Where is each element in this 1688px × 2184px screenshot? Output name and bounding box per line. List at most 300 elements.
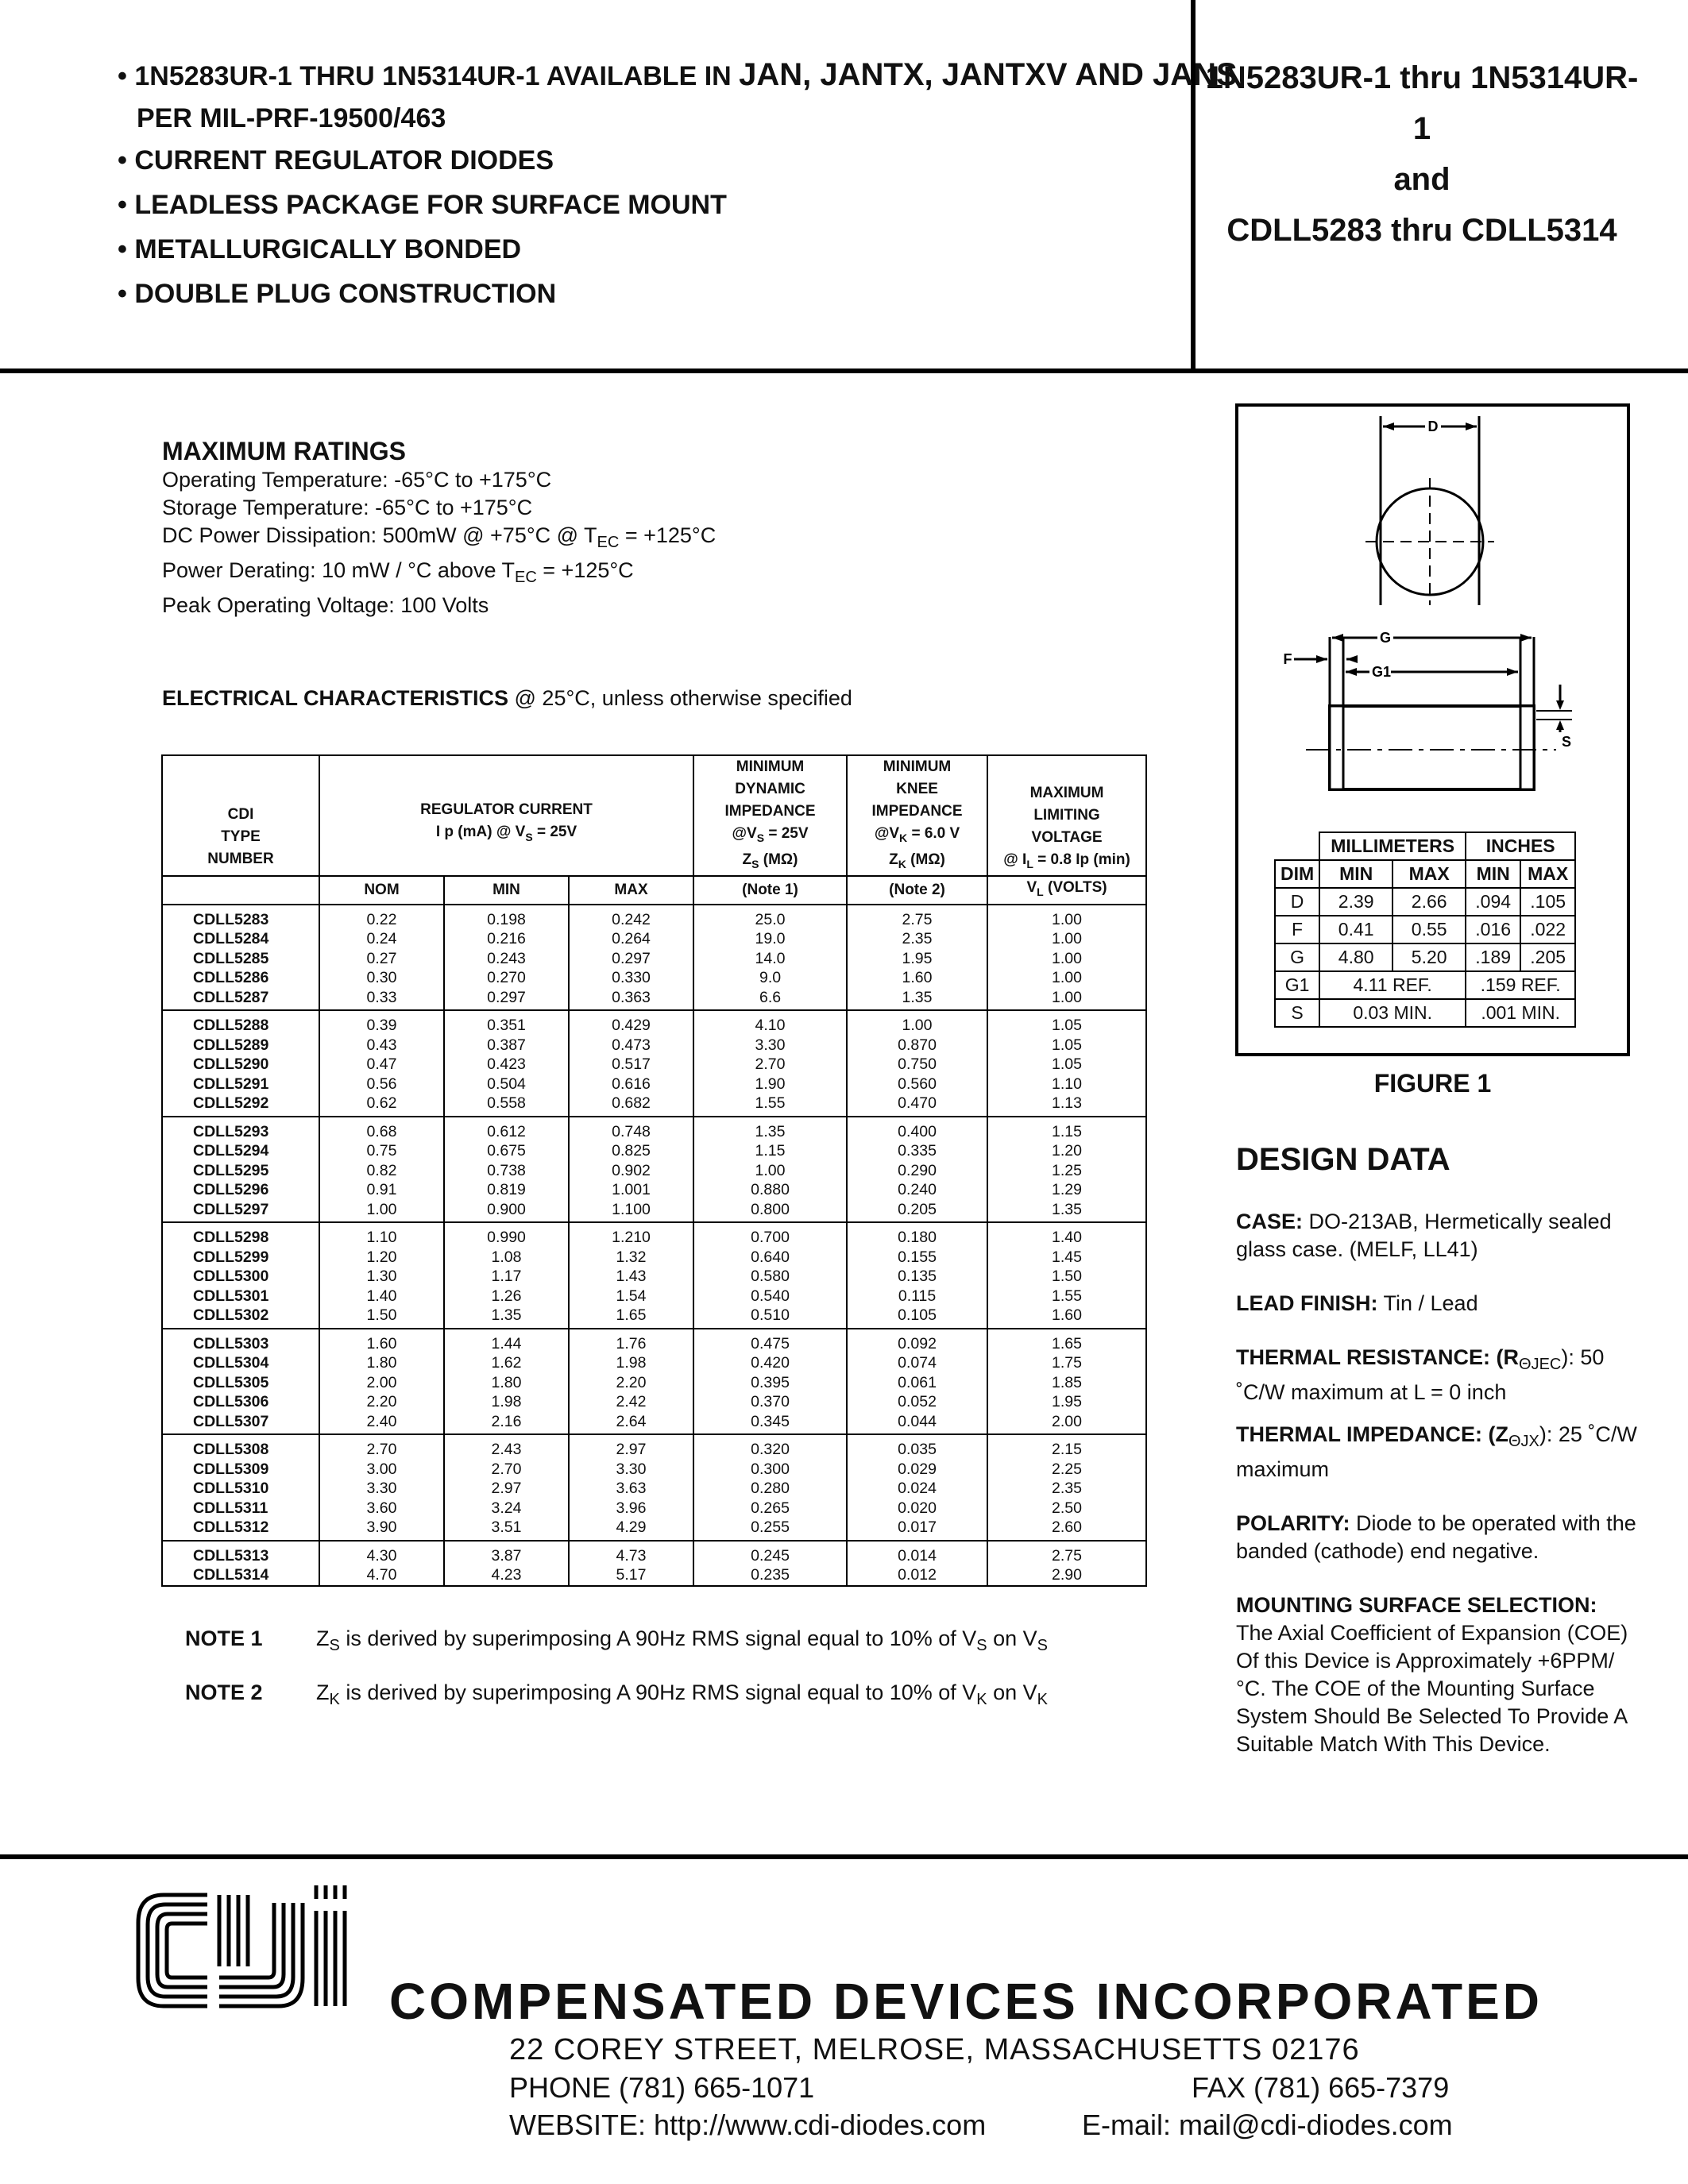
value-cell: 0.423: [444, 1055, 569, 1075]
value-cell: 0.014: [847, 1541, 987, 1566]
value-cell: 0.017: [847, 1518, 987, 1541]
value-cell: 1.05: [987, 1010, 1146, 1036]
label-g1: G1: [1371, 664, 1392, 680]
value-cell: 0.91: [319, 1180, 444, 1200]
value-cell: 0.22: [319, 905, 444, 930]
value-cell: 1.35: [444, 1306, 569, 1329]
table-row: [162, 1248, 1146, 1268]
value-cell: 1.05: [987, 1036, 1146, 1055]
col-max-header: MAX: [569, 876, 693, 905]
table-row: [162, 1373, 1146, 1393]
value-cell: 2.00: [319, 1373, 444, 1393]
dim-value-cell: .205: [1520, 943, 1575, 971]
dim-value-cell: 0.03 MIN.: [1319, 999, 1466, 1027]
value-cell: 0.351: [444, 1010, 569, 1036]
value-cell: 1.98: [444, 1392, 569, 1412]
value-cell: 0.540: [693, 1287, 847, 1306]
feature-item: • METALLURGICALLY BONDED: [118, 234, 522, 264]
table-row: [162, 1499, 1146, 1518]
type-number-cell: CDLL5289: [162, 1036, 319, 1055]
value-cell: 3.96: [569, 1499, 693, 1518]
design-mounting: MOUNTING SURFACE SELECTION: The Axial Coefficient of Expansion (COE) Of this Device is Approximately +6PPM/°C. The COE of the Mounting Surface System Should Be Selected To Provide A Suitable Match With This Device.: [1236, 1593, 1628, 1756]
value-cell: 2.75: [847, 905, 987, 930]
storage-temperature: Storage Temperature: -65°C to +175°C: [162, 496, 533, 519]
diode-body: [1330, 706, 1534, 789]
table-row: [162, 1180, 1146, 1200]
value-cell: 0.020: [847, 1499, 987, 1518]
value-cell: 1.100: [569, 1200, 693, 1223]
value-cell: 2.50: [987, 1499, 1146, 1518]
type-number-cell: CDLL5293: [162, 1117, 319, 1142]
value-cell: 1.55: [693, 1094, 847, 1117]
value-cell: 0.155: [847, 1248, 987, 1268]
type-number-cell: CDLL5304: [162, 1353, 319, 1373]
value-cell: 1.50: [319, 1306, 444, 1329]
value-cell: 2.70: [319, 1434, 444, 1460]
value-cell: 1.80: [444, 1373, 569, 1393]
type-number-cell: CDLL5284: [162, 929, 319, 949]
table-row: [162, 1479, 1146, 1499]
col-nom-header: NOM: [319, 876, 444, 905]
maximum-ratings-heading: MAXIMUM RATINGS: [162, 437, 406, 465]
value-cell: 0.675: [444, 1141, 569, 1161]
value-cell: 0.473: [569, 1036, 693, 1055]
in-min-header: MIN: [1466, 860, 1520, 888]
value-cell: 0.216: [444, 929, 569, 949]
value-cell: 1.60: [987, 1306, 1146, 1329]
cdi-logo: [132, 1879, 370, 2018]
table-row: [162, 1094, 1146, 1117]
value-cell: 1.90: [693, 1075, 847, 1094]
table-row: [162, 968, 1146, 988]
value-cell: 1.54: [569, 1287, 693, 1306]
value-cell: 0.135: [847, 1267, 987, 1287]
value-cell: 1.26: [444, 1287, 569, 1306]
label-s: S: [1561, 734, 1572, 750]
company-email[interactable]: E-mail: mail@cdi-diodes.com: [1082, 2109, 1453, 2141]
maximum-ratings: [162, 437, 1036, 619]
value-cell: 0.240: [847, 1180, 987, 1200]
type-number-cell: CDLL5305: [162, 1373, 319, 1393]
value-cell: 0.290: [847, 1161, 987, 1181]
value-cell: 1.76: [569, 1329, 693, 1354]
dim-value-cell: 0.41: [1319, 916, 1393, 943]
value-cell: 0.475: [693, 1329, 847, 1354]
table-row: [162, 1200, 1146, 1223]
table-row: [162, 1222, 1146, 1248]
value-cell: 1.05: [987, 1055, 1146, 1075]
value-cell: 0.750: [847, 1055, 987, 1075]
end-cap-right: [1520, 706, 1534, 789]
value-cell: 1.00: [693, 1161, 847, 1181]
feature-item: PER MIL-PRF-19500/463: [137, 103, 446, 133]
value-cell: 1.75: [987, 1353, 1146, 1373]
dims-row: [1275, 999, 1575, 1027]
company-name: COMPENSATED DEVICES INCORPORATED: [389, 1973, 1543, 2030]
value-cell: 3.24: [444, 1499, 569, 1518]
dim-value-cell: 4.11 REF.: [1319, 971, 1466, 999]
operating-temperature: Operating Temperature: -65°C to +175°C: [162, 468, 552, 492]
feature-item: • 1N5283UR-1 THRU 1N5314UR-1 AVAILABLE IN JAN, JANTX, JANTXV AND JANS: [118, 57, 1238, 92]
note-1: NOTE 1 $Z_S$ is derived by superimposing A 90Hz RMS signal equal to 10% of $V_S$ on $V_S$: [185, 1626, 1049, 1654]
dim-name-cell: G1: [1275, 971, 1319, 999]
value-cell: 1.40: [319, 1287, 444, 1306]
type-number-cell: CDLL5314: [162, 1565, 319, 1586]
value-cell: 0.363: [569, 988, 693, 1011]
col-type-header: CDI TYPE NUMBER: [162, 755, 319, 876]
value-cell: 2.43: [444, 1434, 569, 1460]
feature-item: • DOUBLE PLUG CONSTRUCTION: [118, 279, 557, 309]
type-number-cell: CDLL5291: [162, 1075, 319, 1094]
dim-value-cell: .022: [1520, 916, 1575, 943]
type-number-cell: CDLL5313: [162, 1541, 319, 1566]
dim-value-cell: 2.39: [1319, 888, 1393, 916]
value-cell: 0.235: [693, 1565, 847, 1586]
value-cell: 3.60: [319, 1499, 444, 1518]
value-cell: 0.900: [444, 1200, 569, 1223]
value-cell: 1.08: [444, 1248, 569, 1268]
col-type-sub: [162, 876, 319, 905]
value-cell: 0.243: [444, 949, 569, 969]
type-number-cell: CDLL5296: [162, 1180, 319, 1200]
type-number-cell: CDLL5283: [162, 905, 319, 930]
value-cell: 0.105: [847, 1306, 987, 1329]
value-cell: 0.75: [319, 1141, 444, 1161]
value-cell: 0.205: [847, 1200, 987, 1223]
value-cell: 0.616: [569, 1075, 693, 1094]
value-cell: 1.35: [987, 1200, 1146, 1223]
value-cell: 0.255: [693, 1518, 847, 1541]
value-cell: 1.85: [987, 1373, 1146, 1393]
type-number-cell: CDLL5294: [162, 1141, 319, 1161]
dim-name-cell: D: [1275, 888, 1319, 916]
label-f: F: [1283, 651, 1292, 667]
note-2: NOTE 2 $Z_K$ is derived by superimposing A 90Hz RMS signal equal to 10% of $V_K$ on $V_K$: [185, 1680, 1049, 1708]
value-cell: 0.39: [319, 1010, 444, 1036]
value-cell: 0.024: [847, 1479, 987, 1499]
value-cell: 2.35: [987, 1479, 1146, 1499]
value-cell: 0.297: [444, 988, 569, 1011]
table-row: [162, 1412, 1146, 1435]
design-lead-finish: LEAD FINISH: Tin / Lead: [1236, 1291, 1478, 1315]
design-case: CASE: DO-213AB, Hermetically sealed glass case. (MELF, LL41): [1236, 1210, 1612, 1261]
value-cell: 4.30: [319, 1541, 444, 1566]
value-cell: 2.70: [693, 1055, 847, 1075]
value-cell: 0.180: [847, 1222, 987, 1248]
value-cell: 1.00: [847, 1010, 987, 1036]
value-cell: 1.32: [569, 1248, 693, 1268]
value-cell: 1.15: [693, 1141, 847, 1161]
value-cell: 1.50: [987, 1267, 1146, 1287]
value-cell: 1.00: [987, 988, 1146, 1011]
dim-value-cell: .159 REF.: [1466, 971, 1575, 999]
in-max-header: MAX: [1520, 860, 1575, 888]
value-cell: 2.40: [319, 1412, 444, 1435]
type-number-cell: CDLL5285: [162, 949, 319, 969]
col-note2-header: (Note 2): [847, 876, 987, 905]
label-g: G: [1379, 630, 1392, 646]
dims-row: [1275, 916, 1575, 943]
table-row: [162, 1434, 1146, 1460]
value-cell: 1.210: [569, 1222, 693, 1248]
value-cell: 0.612: [444, 1117, 569, 1142]
value-cell: 1.95: [847, 949, 987, 969]
value-cell: 0.044: [847, 1412, 987, 1435]
value-cell: 2.35: [847, 929, 987, 949]
value-cell: 0.819: [444, 1180, 569, 1200]
type-number-cell: CDLL5311: [162, 1499, 319, 1518]
type-number-cell: CDLL5307: [162, 1412, 319, 1435]
feature-item: • CURRENT REGULATOR DIODES: [118, 145, 554, 176]
type-number-cell: CDLL5306: [162, 1392, 319, 1412]
table-row: [162, 1075, 1146, 1094]
type-number-cell: CDLL5299: [162, 1248, 319, 1268]
type-number-cell: CDLL5297: [162, 1200, 319, 1223]
inches-header: INCHES: [1466, 832, 1575, 860]
part-title: 1N5283UR-1 thru 1N5314UR-1 and CDLL5283 thru CDLL5314: [1205, 60, 1639, 248]
value-cell: 0.320: [693, 1434, 847, 1460]
table-row: [162, 1161, 1146, 1181]
value-cell: 0.245: [693, 1541, 847, 1566]
type-number-cell: CDLL5287: [162, 988, 319, 1011]
value-cell: 1.35: [847, 988, 987, 1011]
value-cell: 2.64: [569, 1412, 693, 1435]
design-thermal-resistance: THERMAL RESISTANCE: $(R_{\Theta JEC})$: 50 ˚C/W maximum at L = 0 inch: [1236, 1345, 1605, 1404]
value-cell: 0.387: [444, 1036, 569, 1055]
value-cell: 2.90: [987, 1565, 1146, 1586]
value-cell: 3.87: [444, 1541, 569, 1566]
value-cell: 3.00: [319, 1460, 444, 1480]
value-cell: 2.25: [987, 1460, 1146, 1480]
dim-value-cell: .094: [1466, 888, 1520, 916]
value-cell: 1.62: [444, 1353, 569, 1373]
design-data: [1236, 1142, 1641, 1758]
value-cell: 2.20: [569, 1373, 693, 1393]
table-row: [162, 988, 1146, 1011]
value-cell: 0.012: [847, 1565, 987, 1586]
value-cell: 0.198: [444, 905, 569, 930]
value-cell: 0.345: [693, 1412, 847, 1435]
value-cell: 1.13: [987, 1094, 1146, 1117]
value-cell: 0.47: [319, 1055, 444, 1075]
table-row: [162, 1565, 1146, 1586]
value-cell: 0.56: [319, 1075, 444, 1094]
value-cell: 1.00: [987, 929, 1146, 949]
dims-row: [1275, 888, 1575, 916]
col-vl-header: $V_L$ (VOLTS): [987, 876, 1146, 905]
value-cell: 0.43: [319, 1036, 444, 1055]
value-cell: 2.75: [987, 1541, 1146, 1566]
value-cell: 0.242: [569, 905, 693, 930]
mm-min-header: MIN: [1319, 860, 1393, 888]
table-row: [162, 1541, 1146, 1566]
dim-value-cell: .016: [1466, 916, 1520, 943]
value-cell: 0.62: [319, 1094, 444, 1117]
dim-header: DIM: [1275, 860, 1319, 888]
type-number-cell: CDLL5292: [162, 1094, 319, 1117]
value-cell: 6.6: [693, 988, 847, 1011]
design-thermal-impedance: THERMAL IMPEDANCE: $(Z_{\Theta JX})$: 25 ˚C/W maximum: [1236, 1422, 1637, 1481]
value-cell: 1.43: [569, 1267, 693, 1287]
col-min-header: MIN: [444, 876, 569, 905]
value-cell: 3.30: [569, 1460, 693, 1480]
dim-value-cell: .105: [1520, 888, 1575, 916]
value-cell: 1.10: [987, 1075, 1146, 1094]
value-cell: 0.370: [693, 1392, 847, 1412]
value-cell: 1.35: [693, 1117, 847, 1142]
value-cell: 3.30: [319, 1479, 444, 1499]
value-cell: 0.264: [569, 929, 693, 949]
value-cell: 0.270: [444, 968, 569, 988]
type-number-cell: CDLL5286: [162, 968, 319, 988]
col-limiting-voltage-header: MAXIMUM LIMITING VOLTAGE @ $I_L = 0.8$ Ip (min): [987, 755, 1146, 876]
dims-row: [1275, 971, 1575, 999]
value-cell: 0.297: [569, 949, 693, 969]
type-number-cell: CDLL5290: [162, 1055, 319, 1075]
value-cell: 14.0: [693, 949, 847, 969]
table-row: [162, 1036, 1146, 1055]
col-note1-header: (Note 1): [693, 876, 847, 905]
value-cell: 3.51: [444, 1518, 569, 1541]
dim-value-cell: .001 MIN.: [1466, 999, 1575, 1027]
value-cell: 2.60: [987, 1518, 1146, 1541]
value-cell: 1.45: [987, 1248, 1146, 1268]
type-number-cell: CDLL5302: [162, 1306, 319, 1329]
value-cell: 0.400: [847, 1117, 987, 1142]
dimensions-table: [1274, 832, 1576, 1028]
value-cell: 1.29: [987, 1180, 1146, 1200]
table-row: [162, 1306, 1146, 1329]
mm-max-header: MAX: [1393, 860, 1466, 888]
value-cell: 0.504: [444, 1075, 569, 1094]
table-row: [162, 1392, 1146, 1412]
type-number-cell: CDLL5288: [162, 1010, 319, 1036]
design-heading: DESIGN DATA: [1236, 1142, 1450, 1177]
table-row: [162, 1010, 1146, 1036]
type-number-cell: CDLL5300: [162, 1267, 319, 1287]
value-cell: 0.990: [444, 1222, 569, 1248]
value-cell: 3.30: [693, 1036, 847, 1055]
value-cell: 0.27: [319, 949, 444, 969]
value-cell: 0.052: [847, 1392, 987, 1412]
table-row: [162, 1141, 1146, 1161]
type-number-cell: CDLL5312: [162, 1518, 319, 1541]
diode-drawing: [1238, 407, 1624, 828]
value-cell: 2.15: [987, 1434, 1146, 1460]
value-cell: 2.20: [319, 1392, 444, 1412]
table-row: [162, 1329, 1146, 1354]
value-cell: 0.061: [847, 1373, 987, 1393]
value-cell: 1.20: [987, 1141, 1146, 1161]
dim-value-cell: .189: [1466, 943, 1520, 971]
company-website[interactable]: WEBSITE: http://www.cdi-diodes.com: [509, 2109, 987, 2141]
value-cell: 0.24: [319, 929, 444, 949]
dims-row: [1275, 943, 1575, 971]
value-cell: 1.98: [569, 1353, 693, 1373]
header-horizontal-rule: [0, 369, 1688, 373]
value-cell: 1.20: [319, 1248, 444, 1268]
col-regulator-current-header: REGULATOR CURRENT I p (mA) @ $V_S = 25V$: [319, 755, 693, 876]
value-cell: 1.40: [987, 1222, 1146, 1248]
table-row: [162, 949, 1146, 969]
value-cell: 0.029: [847, 1460, 987, 1480]
value-cell: 1.55: [987, 1287, 1146, 1306]
value-cell: 0.035: [847, 1434, 987, 1460]
value-cell: 1.65: [569, 1306, 693, 1329]
value-cell: 2.97: [444, 1479, 569, 1499]
value-cell: 1.65: [987, 1329, 1146, 1354]
value-cell: 0.265: [693, 1499, 847, 1518]
value-cell: 0.517: [569, 1055, 693, 1075]
value-cell: 1.001: [569, 1180, 693, 1200]
type-number-cell: CDLL5298: [162, 1222, 319, 1248]
value-cell: 9.0: [693, 968, 847, 988]
value-cell: 0.870: [847, 1036, 987, 1055]
value-cell: 0.074: [847, 1353, 987, 1373]
value-cell: 0.470: [847, 1094, 987, 1117]
value-cell: 2.70: [444, 1460, 569, 1480]
value-cell: 0.68: [319, 1117, 444, 1142]
value-cell: 2.16: [444, 1412, 569, 1435]
value-cell: 1.00: [319, 1200, 444, 1223]
electrical-characteristics-table: [161, 754, 1147, 1587]
feature-item: • LEADLESS PACKAGE FOR SURFACE MOUNT: [118, 190, 727, 220]
value-cell: 0.280: [693, 1479, 847, 1499]
value-cell: 0.429: [569, 1010, 693, 1036]
value-cell: 1.00: [987, 905, 1146, 930]
figure-caption: FIGURE 1: [1373, 1069, 1492, 1098]
value-cell: 4.29: [569, 1518, 693, 1541]
table-row: [162, 1460, 1146, 1480]
value-cell: 3.90: [319, 1518, 444, 1541]
table-row: [162, 1353, 1146, 1373]
table-row: [162, 1518, 1146, 1541]
value-cell: 19.0: [693, 929, 847, 949]
value-cell: 0.300: [693, 1460, 847, 1480]
dim-name-cell: S: [1275, 999, 1319, 1027]
type-number-cell: CDLL5295: [162, 1161, 319, 1181]
value-cell: 0.092: [847, 1329, 987, 1354]
dim-value-cell: 5.20: [1393, 943, 1466, 971]
value-cell: 1.15: [987, 1117, 1146, 1142]
value-cell: 0.580: [693, 1267, 847, 1287]
value-cell: 0.738: [444, 1161, 569, 1181]
value-cell: 1.80: [319, 1353, 444, 1373]
value-cell: 1.60: [319, 1329, 444, 1354]
table-row: [162, 1287, 1146, 1306]
company-address: 22 COREY STREET, MELROSE, MASSACHUSETTS 02176: [509, 2033, 1360, 2066]
value-cell: 1.60: [847, 968, 987, 988]
power-derating: Power Derating: 10 mW / °C above $T_{EC} = +125^\circ C$: [162, 558, 634, 586]
table-row: [162, 1055, 1146, 1075]
value-cell: 0.558: [444, 1094, 569, 1117]
value-cell: 0.902: [569, 1161, 693, 1181]
company-phone: PHONE (781) 665-1071: [509, 2071, 815, 2104]
value-cell: 1.00: [987, 968, 1146, 988]
peak-voltage: Peak Operating Voltage: 100 Volts: [162, 593, 489, 617]
value-cell: 0.800: [693, 1200, 847, 1223]
feature-list: [118, 52, 1238, 316]
type-number-cell: CDLL5308: [162, 1434, 319, 1460]
value-cell: 1.00: [987, 949, 1146, 969]
value-cell: 1.44: [444, 1329, 569, 1354]
value-cell: 1.25: [987, 1161, 1146, 1181]
end-cap-left: [1330, 706, 1343, 789]
value-cell: 0.82: [319, 1161, 444, 1181]
logo-text: cdi: [132, 1879, 133, 1880]
footer-horizontal-rule: [0, 1854, 1688, 1859]
design-polarity: POLARITY: Diode to be operated with the banded (cathode) end negative.: [1236, 1511, 1636, 1563]
